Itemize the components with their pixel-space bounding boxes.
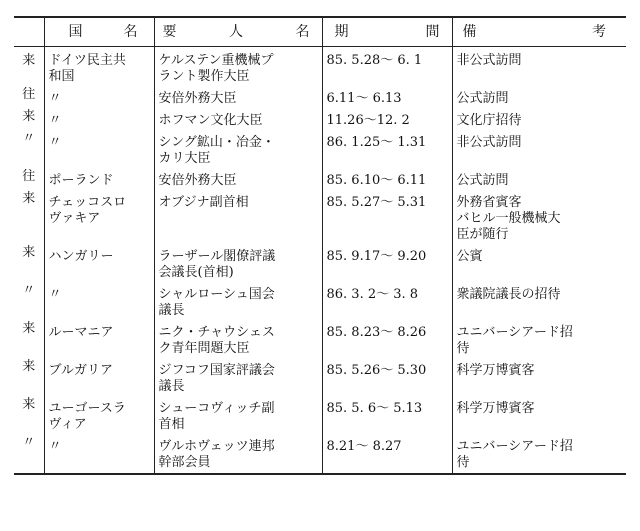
row-period: 85. 5.28～ 6. 1 bbox=[322, 47, 452, 88]
header-name: 要 人 名 bbox=[154, 17, 322, 47]
table-row bbox=[14, 87, 626, 109]
row-period: 86. 3. 2～ 3. 8 bbox=[322, 283, 452, 321]
row-period: 85. 9.17～ 9.20 bbox=[322, 245, 452, 283]
row-remarks: ユニバーシアード招 待 bbox=[452, 435, 626, 474]
row-direction: 〃 bbox=[22, 435, 36, 450]
table-row bbox=[14, 47, 626, 88]
row-direction: 来 bbox=[22, 397, 36, 412]
row-period: 86. 1.25～ 1.31 bbox=[322, 131, 452, 169]
row-country: 〃 bbox=[44, 283, 154, 321]
row-remarks: ユニバーシアード招 待 bbox=[452, 321, 626, 359]
row-remarks: 衆議院議長の招待 bbox=[452, 283, 626, 321]
row-direction: 来 bbox=[22, 191, 36, 206]
row-period: 8.21～ 8.27 bbox=[322, 435, 452, 474]
row-direction: 〃 bbox=[22, 131, 36, 146]
row-period: 85. 8.23～ 8.26 bbox=[322, 321, 452, 359]
row-direction: 来 bbox=[22, 109, 36, 124]
table-row bbox=[14, 283, 626, 321]
row-person: ホフマン文化大臣 bbox=[154, 109, 322, 131]
row-country: 〃 bbox=[44, 435, 154, 474]
row-person: シング鉱山・冶金・ カリ大臣 bbox=[154, 131, 322, 169]
table-row bbox=[14, 435, 626, 474]
row-remarks: 公賓 bbox=[452, 245, 626, 283]
row-remarks: 非公式訪問 bbox=[452, 131, 626, 169]
row-direction: 来 bbox=[22, 321, 36, 336]
row-person: シューコヴィッチ副 首相 bbox=[154, 397, 322, 435]
row-country: チェッコスロ ヴァキア bbox=[44, 191, 154, 245]
table-body bbox=[14, 47, 626, 475]
table-row bbox=[14, 359, 626, 397]
row-person: シャルローシュ国会 議長 bbox=[154, 283, 322, 321]
visits-table-container bbox=[14, 16, 626, 475]
row-person: 安倍外務大臣 bbox=[154, 169, 322, 191]
table-row bbox=[14, 321, 626, 359]
row-remarks: 公式訪問 bbox=[452, 87, 626, 109]
row-direction: 来 bbox=[22, 53, 36, 68]
visits-table bbox=[14, 16, 626, 475]
row-person: ジフコフ国家評議会 議長 bbox=[154, 359, 322, 397]
table-row bbox=[14, 191, 626, 245]
row-direction: 往 bbox=[22, 169, 36, 184]
row-remarks: 文化庁招待 bbox=[452, 109, 626, 131]
row-person: ラーザール閣僚評議 会議長(首相) bbox=[154, 245, 322, 283]
row-period: 85. 5. 6～ 5.13 bbox=[322, 397, 452, 435]
row-remarks: 科学万博賓客 bbox=[452, 397, 626, 435]
header-country: 国 名 bbox=[44, 17, 154, 47]
row-period: 11.26～12. 2 bbox=[322, 109, 452, 131]
row-person: ニク・チャウシェス ク青年問題大臣 bbox=[154, 321, 322, 359]
row-person: オブジナ副首相 bbox=[154, 191, 322, 245]
row-period: 6.11～ 6.13 bbox=[322, 87, 452, 109]
row-country: ルーマニア bbox=[44, 321, 154, 359]
row-direction: 来 bbox=[22, 245, 36, 260]
header-row bbox=[14, 17, 626, 47]
row-remarks: 外務省賓客 バヒル一般機械大 臣が随行 bbox=[452, 191, 626, 245]
header-direction bbox=[14, 17, 44, 47]
table-row bbox=[14, 245, 626, 283]
row-remarks: 科学万博賓客 bbox=[452, 359, 626, 397]
row-person: 安倍外務大臣 bbox=[154, 87, 322, 109]
table-row bbox=[14, 397, 626, 435]
row-country: ポーランド bbox=[44, 169, 154, 191]
row-country: ブルガリア bbox=[44, 359, 154, 397]
row-country: ハンガリー bbox=[44, 245, 154, 283]
table-row bbox=[14, 169, 626, 191]
row-direction: 来 bbox=[22, 359, 36, 374]
row-direction: 〃 bbox=[22, 283, 36, 298]
row-country: ドイツ民主共 和国 bbox=[44, 47, 154, 88]
row-person: ケルステン重機械プ ラント製作大臣 bbox=[154, 47, 322, 88]
row-remarks: 公式訪問 bbox=[452, 169, 626, 191]
row-country: 〃 bbox=[44, 87, 154, 109]
row-country: ユーゴースラ ヴィア bbox=[44, 397, 154, 435]
row-period: 85. 5.27～ 5.31 bbox=[322, 191, 452, 245]
row-country: 〃 bbox=[44, 131, 154, 169]
table-row bbox=[14, 131, 626, 169]
row-direction: 往 bbox=[22, 87, 36, 102]
table-row bbox=[14, 109, 626, 131]
header-remarks: 備 考 bbox=[452, 17, 626, 47]
header-period: 期 間 bbox=[322, 17, 452, 47]
row-country: 〃 bbox=[44, 109, 154, 131]
row-period: 85. 6.10～ 6.11 bbox=[322, 169, 452, 191]
row-remarks: 非公式訪問 bbox=[452, 47, 626, 88]
row-person: ヴルホヴェッツ連邦 幹部会員 bbox=[154, 435, 322, 474]
row-period: 85. 5.26～ 5.30 bbox=[322, 359, 452, 397]
